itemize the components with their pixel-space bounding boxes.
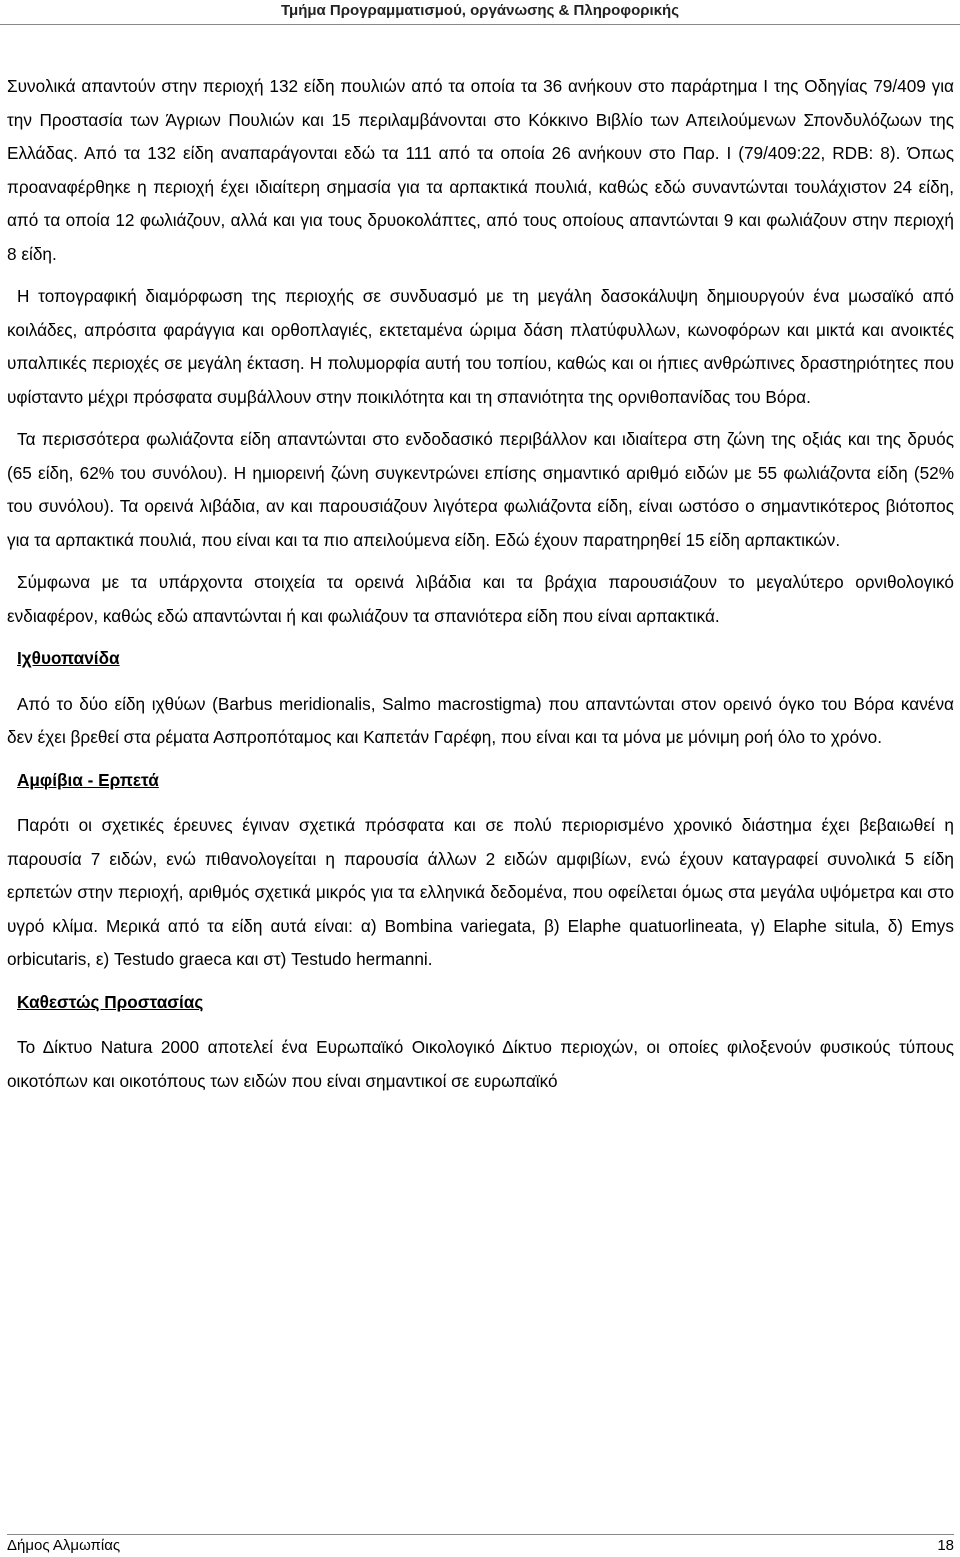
paragraph-fish: Από το δύο είδη ιχθύων (Barbus meridionalis, Salmo macrostigma) που απαντώνται στον ορεινό όγκο του Βόρα κανένα δεν έχει βρεθεί στα ρέματα Ασπροπόταμος και Καπετάν Γαρέφη, που είναι και τα μόνα με μόνιμη ροή όλο το χρόνο. — [7, 693, 954, 747]
document-body — [7, 70, 954, 1107]
paragraph-meadows: Σύμφωνα με τα υπάρχοντα στοιχεία τα ορεινά λιβάδια και τα βράχια παρουσιάζουν το μεγαλύτερο ορνιθολογικό ενδιαφέρον, καθώς εδώ απαντώνται ή και φωλιάζουν τα σπανιότερα είδη που είναι αρπακτικά. — [7, 572, 954, 626]
paragraph-protection: Το Δίκτυο Natura 2000 αποτελεί ένα Ευρωπαϊκό Οικολογικό Δίκτυο περιοχών, οι οποίες φιλοξενούν φυσικούς τύπους οικοτόπων και οικοτόπους των ειδών που είναι σημαντικοί σε ευρωπαϊκό — [7, 1037, 954, 1091]
page-footer — [7, 1534, 954, 1554]
section-title-fish: Ιχθυοπανίδα — [17, 648, 120, 668]
page-number: 18 — [937, 1537, 954, 1554]
section-title-protection: Καθεστώς Προστασίας — [17, 991, 204, 1012]
paragraph-nesting-species: Τα περισσότερα φωλιάζοντα είδη απαντώνται στο ενδοδασικό περιβάλλον και ιδιαίτερα στη ζώνη της οξιάς και της δρυός (65 είδη, 62% του συνόλου). Η ημιορεινή ζώνη συγκεντρώνει επίσης σημαντικό αριθμό ειδών με 55 φωλιάζοντα είδη (52% του συνόλου). Τα ορεινά λιβάδια, αν και παρουσιάζουν λιγότερα φωλιάζοντα είδη, είναι ωστόσο ο σημαντικότερος βιότοπος για τα αρπακτικά πουλιά, που είναι και τα πιο απειλούμενα είδη. Εδώ έχουν παρατηρηθεί 15 είδη αρπακτικών. — [7, 429, 954, 550]
footer-municipality: Δήμος Αλμωπίας — [7, 1537, 121, 1554]
paragraph-landscape: Η τοπογραφική διαμόρφωση της περιοχής σε συνδυασμό με τη μεγάλη δασοκάλυψη δημιουργούν ένα μωσαϊκό από κοιλάδες, απρόσιτα φαράγγια και ορθοπλαγιές, εκτεταμένα ώριμα δάση πλατύφυλλων, κωνοφόρων και μικτά και ανοικτές υπαλπικές περιοχές σε μεγάλη έκταση. Η πολυμορφία αυτή του τοπίου, καθώς και οι ήπιες ανθρώπινες δραστηριότητες που υφίσταντο μέχρι πρόσφατα συμβάλλουν στην ποικιλότητα και τη σπανιότητα της ορνιθοπανίδας του Βόρα. — [7, 286, 954, 407]
header-title: Τμήμα Προγραμματισμού, οργάνωσης & Πληροφορικής — [280, 2, 680, 19]
paragraph-amphibians: Παρότι οι σχετικές έρευνες έγιναν σχετικά πρόσφατα και σε πολύ περιορισμένο χρονικό διάστημα έχει βεβαιωθεί η παρουσία 7 ειδών, ενώ πιθανολογείται η παρουσία άλλων 2 ειδών αμφιβίων, ενώ έχουν καταγραφεί συνολικά 5 είδη ερπετών στην περιοχή, αριθμός σχετικά μικρός για τα ελληνικά δεδομένα, που οφείλεται όμως στα μεγάλα υψόμετρα και στο υγρό κλίμα. Μερικά από τα είδη αυτά είναι: α) Bombina variegata, β) Elaphe quatuorlineata, γ) Elaphe situla, δ) Emys orbicutaris, ε) Testudo graeca και στ) Testudo hermanni. — [7, 815, 954, 969]
paragraph-birds-overview: Συνολικά απαντούν στην περιοχή 132 είδη πουλιών από τα οποία τα 36 ανήκουν στο παράρτημα Ι της Οδηγίας 79/409 για την Προστασία των Άγριων Πουλιών και 15 περιλαμβάνονται στο Κόκκινο Βιβλίο των Απειλούμενων Σπονδυλόζωων της Ελλάδας. Από τα 132 είδη αναπαράγονται εδώ τα 111 από τα οποία 26 ανήκουν στο Παρ. Ι (79/409:22, RDB: 8). Όπως προαναφέρθηκε η περιοχή έχει ιδιαίτερη σημασία για τα αρπακτικά πουλιά, καθώς εδώ συναντώνται τουλάχιστον 24 είδη, από τα οποία 12 φωλιάζουν, αλλά και για τους δρυοκολάπτες, από τους οποίους απαντώνται 9 και φωλιάζουν στην περιοχή 8 είδη. — [7, 76, 954, 264]
section-title-amphibians: Αμφίβια - Ερπετά — [17, 769, 159, 790]
page-header — [0, 2, 960, 25]
